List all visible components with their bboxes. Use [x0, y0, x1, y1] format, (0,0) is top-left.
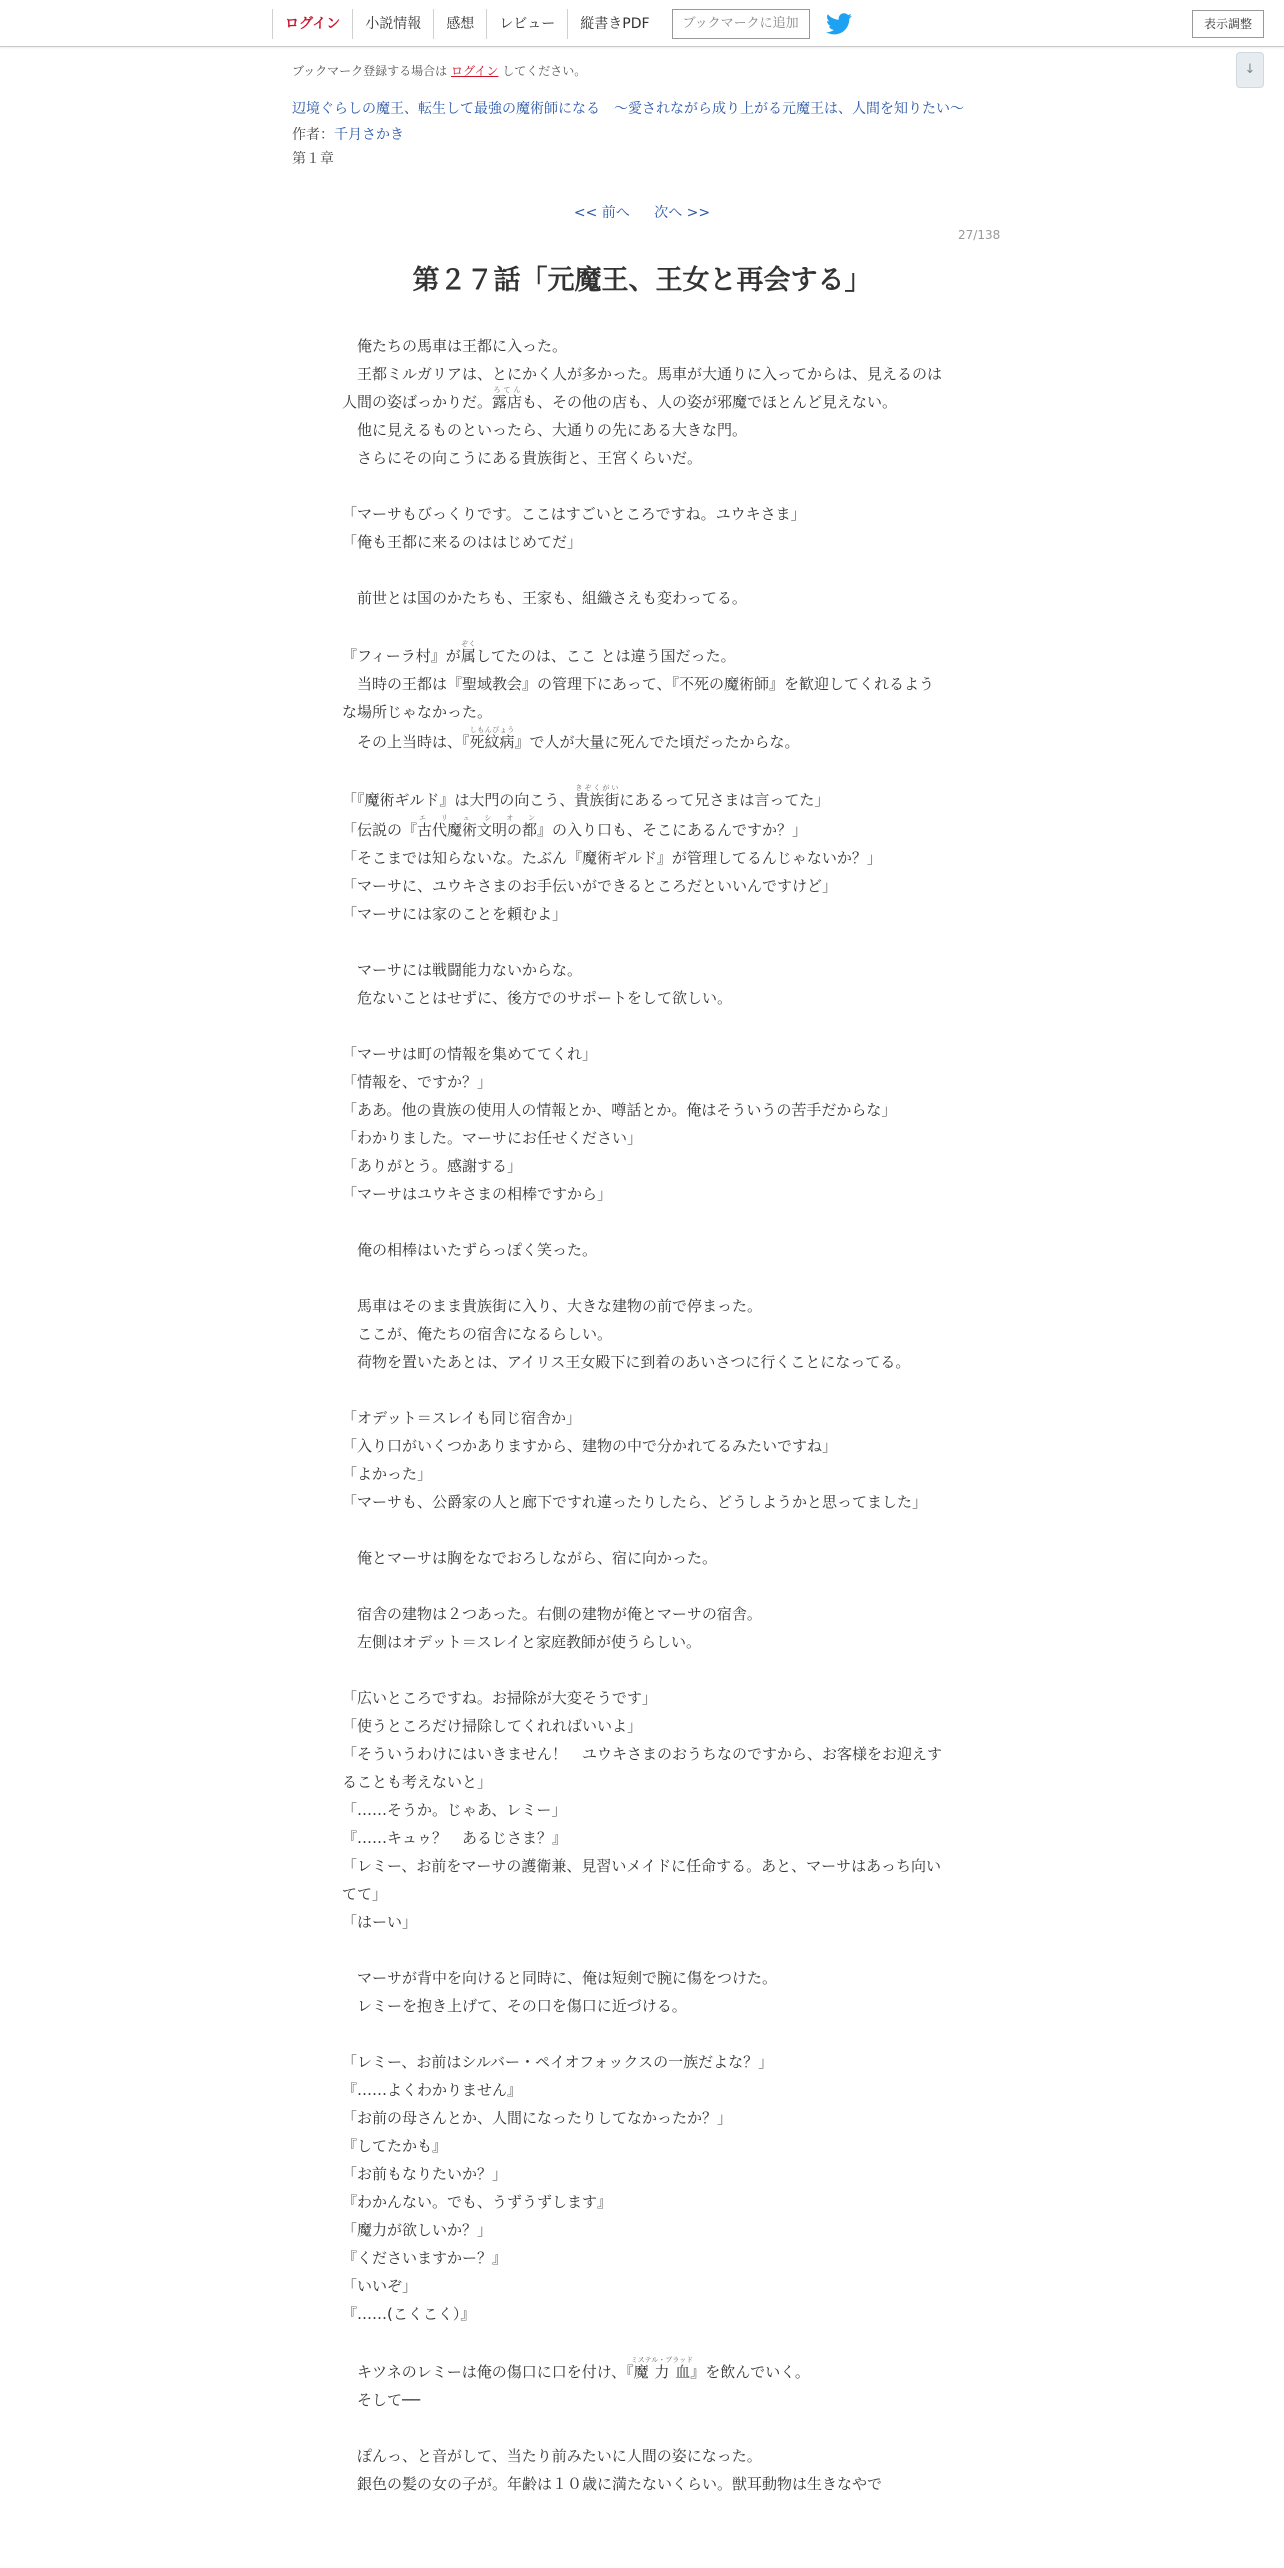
- body-paragraph: 王都ミルガリアは、とにかく人が多かった。馬車が大通りに入ってからは、見えるのは人間の姿ばっかりだ。露店ろてんも、その他の店も、人の姿が邪魔でほとんど見えない。: [342, 365, 943, 411]
- top-nav: [272, 9, 852, 39]
- login-link[interactable]: ログイン: [272, 9, 352, 39]
- body-paragraph: レミーを抱き上げて、その口を傷口に近づける。: [342, 1997, 687, 2015]
- body-paragraph: ぽんっ、と音がして、当たり前みたいに人間の姿になった。: [342, 2447, 762, 2465]
- ruby-text: 死紋病しもんびょう: [469, 726, 515, 751]
- body-paragraph: 「そこまでは知らないな。たぶん『魔術ギルド』が管理してるんじゃないか？」: [342, 849, 882, 867]
- episode-title: 第２７話「元魔王、王女と再会する」: [412, 265, 872, 296]
- body-paragraph: 「わかりました。マーサにお任せください」: [342, 1129, 643, 1147]
- body-paragraph: 「マーサに、ユウキさまのお手伝いができるところだといいんですけど」: [342, 877, 838, 895]
- review-link[interactable]: レビュー: [486, 9, 567, 39]
- body-paragraph: 俺の相棒はいたずらっぽく笑った。: [342, 1241, 598, 1259]
- body-paragraph: 銀色の髪の女の子が。年齢は１０歳に満たないくらい。獣耳動物は生きなやで: [342, 2475, 883, 2493]
- body-paragraph: 『フィーラ村』が属ぞくしてたのは、ここ とは違う国だった。: [342, 640, 736, 665]
- body-paragraph: 「お前の母さんとか、人間になったりしてなかったか？」: [342, 2109, 733, 2127]
- body-paragraph: 「いいぞ」: [342, 2277, 418, 2295]
- body-paragraph: 「ありがとう。感謝する」: [342, 1157, 523, 1175]
- display-settings-button[interactable]: 表示調整: [1192, 10, 1264, 38]
- add-bookmark-button[interactable]: ブックマークに追加: [672, 9, 810, 39]
- notice-text-before: ブックマーク登録する場合は: [292, 64, 448, 78]
- body-paragraph: 他に見えるものといったら、大通りの先にある大きな門。: [342, 421, 748, 439]
- body-paragraph: 「ああ。他の貴族の使用人の情報とか、噂話とか。俺はそういうの苦手だからな」: [342, 1101, 897, 1119]
- body-paragraph: 「はーい」: [342, 1913, 418, 1931]
- body-paragraph: 「お前もなりたいか？」: [342, 2165, 508, 2183]
- body-paragraph: 当時の王都は『聖域教会』の管理下にあって、『不死の魔術師』を歓迎してくれるような場所じゃなかった。: [342, 675, 935, 721]
- body-paragraph: 「そういうわけにはいきません！ ユウキさまのおうちなのですから、お客様をお迎えすることも考えないと」: [342, 1745, 943, 1791]
- body-paragraph: その上当時は、『死紋病しもんびょう』で人が大量に死んでた頃だったからな。: [342, 726, 800, 751]
- author-line: [292, 124, 404, 144]
- body-paragraph: 「情報を、ですか？」: [342, 1073, 493, 1091]
- body-paragraph: 俺とマーサは胸をなでおろしながら、宿に向かった。: [342, 1549, 718, 1567]
- body-paragraph: ここが、俺たちの宿舎になるらしい。: [342, 1325, 613, 1343]
- scroll-down-button[interactable]: ↓: [1236, 52, 1264, 88]
- body-paragraph: 「マーサも、公爵家の人と廊下ですれ違ったりしたら、どうしようかと思ってました」: [342, 1493, 928, 1511]
- body-paragraph: 「レミー、お前はシルバー・ペイオフォックスの一族だよな？」: [342, 2053, 774, 2071]
- ruby-text: 属ぞく: [460, 640, 476, 665]
- body-paragraph: 「オデット＝スレイも同じ宿舎か」: [342, 1409, 581, 1427]
- body-paragraph: 荷物を置いたあとは、アイリス王女殿下に到着のあいさつに行くことになってる。: [342, 1353, 911, 1371]
- body-paragraph: 「魔力が欲しいか？」: [342, 2221, 493, 2239]
- body-paragraph: 俺たちの馬車は王都に入った。: [342, 337, 568, 355]
- notice-text-after: してください。: [502, 64, 587, 78]
- ruby-text: 魔力血ミステル・ブラッド: [630, 2356, 694, 2381]
- body-paragraph: 「広いところですね。お掃除が大変そうです」: [342, 1689, 657, 1707]
- body-paragraph: 『……(こくこく）』: [342, 2305, 476, 2323]
- body-paragraph: 「マーサは町の情報を集めててくれ」: [342, 1045, 598, 1063]
- body-paragraph: 「レミー、お前をマーサの護衛兼、見習いメイドに任命する。あと、マーサはあっち向いてて」: [342, 1857, 941, 1903]
- body-paragraph: 「マーサもびっくりです。ここはすごいところですね。ユウキさま」: [342, 505, 806, 523]
- body-paragraph: 「『魔術ギルド』は大門の向こう、貴族街きぞくがいにあるって兄さまは言ってた」: [342, 784, 830, 809]
- body-paragraph: 『してたかも』: [342, 2137, 448, 2155]
- ruby-text: 露店ろてん: [492, 386, 523, 411]
- body-paragraph: キツネのレミーは俺の傷口に口を付け、『魔力血ミステル・ブラッド』を飲んでいく。: [342, 2356, 810, 2381]
- novel-body: [342, 332, 942, 2498]
- body-paragraph: さらにその向こうにある貴族街と、王宮くらいだ。: [342, 449, 703, 467]
- chapter-label: 第１章: [292, 151, 334, 167]
- body-paragraph: 馬車はそのまま貴族街に入り、大きな建物の前で停まった。: [342, 1297, 763, 1315]
- top-header: [0, 0, 1284, 47]
- body-paragraph: 「マーサはユウキさまの相棒ですから」: [342, 1185, 613, 1203]
- bookmark-notice: [292, 62, 586, 79]
- body-paragraph: 前世とは国のかたちも、王家も、組織さえも変わってる。: [342, 589, 747, 607]
- episode-counter: 27/138: [958, 228, 1001, 242]
- next-episode-link[interactable]: 次へ >>: [654, 205, 711, 221]
- novel-title-link[interactable]: 辺境ぐらしの魔王、転生して最強の魔術師になる 〜愛されながら成り上がる元魔王は、人間を知りたい〜: [292, 101, 964, 117]
- vertical-pdf-link[interactable]: 縦書きPDF: [567, 9, 661, 39]
- body-paragraph: 『わかんない。でも、うずうずします』: [342, 2193, 613, 2211]
- novel-info-link[interactable]: 小説情報: [352, 9, 433, 39]
- body-paragraph: そして──: [342, 2391, 421, 2409]
- impressions-link[interactable]: 感想: [433, 9, 486, 39]
- episode-pager: [0, 202, 1284, 222]
- notice-login-link[interactable]: ログイン: [451, 64, 499, 78]
- author-link[interactable]: 千月さかき: [334, 127, 404, 143]
- body-paragraph: 「俺も王都に来るのははじめてだ」: [342, 533, 583, 551]
- prev-episode-link[interactable]: << 前へ: [573, 205, 630, 221]
- body-paragraph: 「……そうか。じゃあ、レミー」: [342, 1801, 567, 1819]
- body-paragraph: 『……よくわかりません』: [342, 2081, 523, 2099]
- ruby-text: 古代魔術文明の都エ リ ュ シ オ ン: [417, 814, 538, 839]
- body-paragraph: 『くださいますかー？』: [342, 2249, 508, 2267]
- body-paragraph: 宿舎の建物は２つあった。右側の建物が俺とマーサの宿舎。: [342, 1605, 762, 1623]
- body-paragraph: 「使うところだけ掃除してくれればいいよ」: [342, 1717, 643, 1735]
- body-paragraph: マーサには戦闘能力ないからな。: [342, 961, 583, 979]
- body-paragraph: 危ないことはせずに、後方でのサポートをして欲しい。: [342, 989, 733, 1007]
- ruby-text: 貴族街きぞくがい: [574, 784, 620, 809]
- body-paragraph: 「伝説の『古代魔術文明の都エ リ ュ シ オ ン』の入り口も、そこにあるんですか？」: [342, 814, 808, 839]
- body-paragraph: 「よかった」: [342, 1465, 433, 1483]
- body-paragraph: 「マーサには家のことを頼むよ」: [342, 905, 568, 923]
- body-paragraph: マーサが背中を向けると同時に、俺は短剣で腕に傷をつけた。: [342, 1969, 778, 1987]
- body-paragraph: 『……キュゥ？ あるじさま？』: [342, 1829, 568, 1847]
- body-paragraph: 左側はオデット＝スレイと家庭教師が使うらしい。: [342, 1633, 701, 1651]
- body-paragraph: 「入り口がいくつかありますから、建物の中で分かれてるみたいですね」: [342, 1437, 838, 1455]
- twitter-icon[interactable]: [826, 13, 852, 35]
- author-label: 作者：: [292, 127, 334, 143]
